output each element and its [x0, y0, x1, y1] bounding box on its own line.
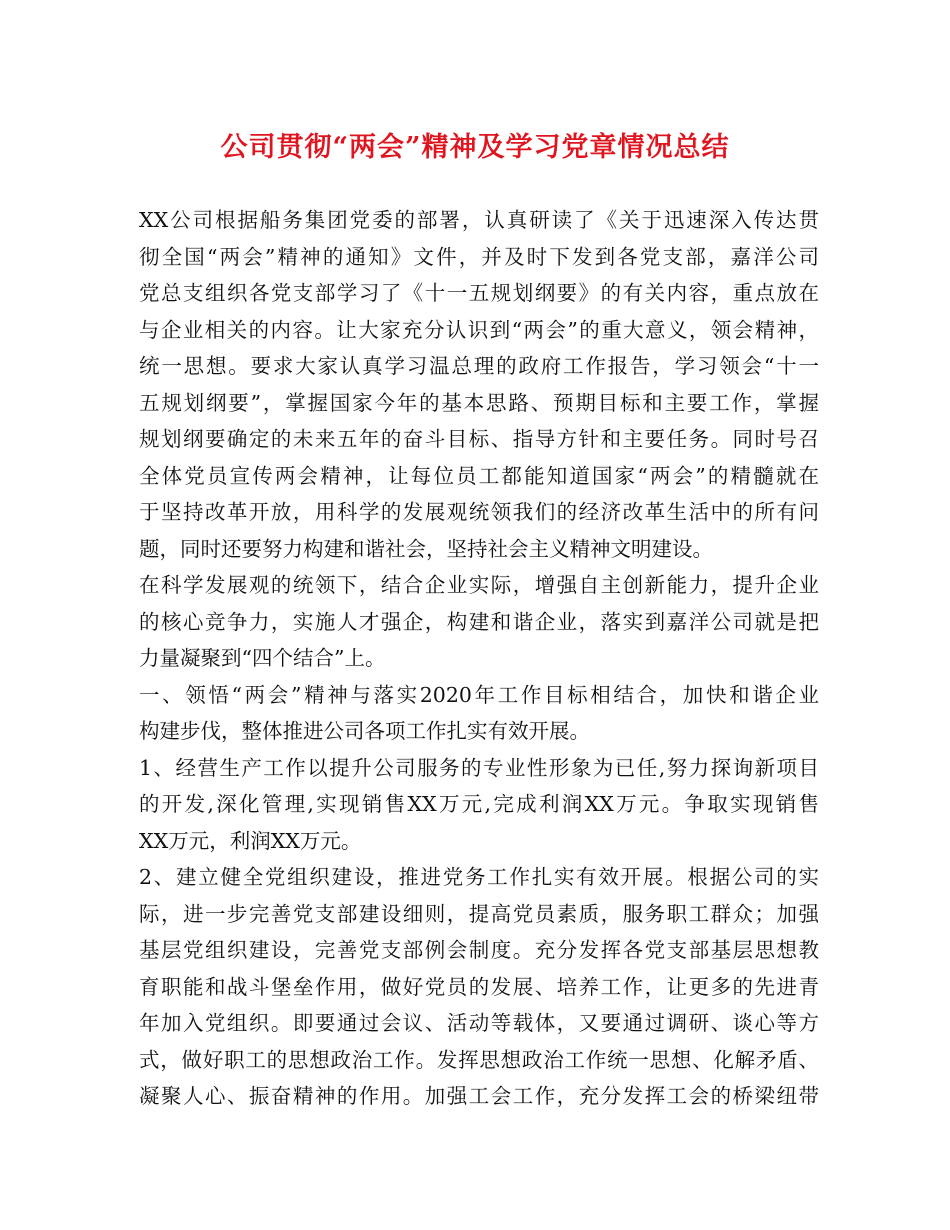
body-text-line: 于坚持改革开放，用科学的发展观统领我们的经济改革生活中的所有问	[139, 500, 819, 524]
body-text-line: XX万元，利润XX万元。	[139, 828, 362, 853]
body-text-line: 际，进一步完善党支部建设细则，提高党员素质，服务职工群众；加强	[139, 901, 819, 926]
body-text-line: 题，同时还要努力构建和谐社会，坚持社会主义精神文明建设。	[139, 536, 713, 561]
body-text-line: 1、经营生产工作以提升公司服务的专业性形象为已任,努力探询新项目	[139, 755, 819, 780]
body-text-line: 的核心竞争力，实施人才强企，构建和谐企业，落实到嘉洋公司就是把	[139, 609, 819, 634]
body-text-line: 2、建立健全党组织建设，推进党务工作扎实有效开展。根据公司的实	[139, 865, 819, 889]
body-text-line: 党总支组织各党支部学习了《十一五规划纲要》的有关内容，重点放在	[139, 281, 819, 305]
body-text-line: 在科学发展观的统领下，结合企业实际，增强自主创新能力，提升企业	[139, 573, 819, 597]
body-text-line: 构建步伐，整体推进公司各项工作扎实有效开展。	[139, 719, 590, 743]
body-text-line: XX公司根据船务集团党委的部署，认真研读了《关于迅速深入传达贯	[139, 208, 819, 232]
body-text-line: 年加入党组织。即要通过会议、活动等载体，又要通过调研、谈心等方	[139, 1011, 819, 1035]
body-text-line: 基层党组织建设，完善党支部例会制度。充分发挥各党支部基层思想教	[139, 938, 819, 962]
document-title: 公司贯彻“两会”精神及学习党章情况总结	[220, 132, 730, 163]
body-text-line: 与企业相关的内容。让大家充分认识到“两会”的重大意义，领会精神，	[139, 317, 819, 342]
body-text-line: 一、领悟“两会”精神与落实2020年工作目标相结合，加快和谐企业	[139, 682, 819, 707]
body-text-line: 全体党员宣传两会精神，让每位员工都能知道国家“两会”的精髓就在	[139, 463, 819, 488]
body-text-line: 规划纲要确定的未来五年的奋斗目标、指导方针和主要任务。同时号召	[139, 427, 819, 451]
body-text-line: 凝聚人心、振奋精神的作用。加强工会工作，充分发挥工会的桥梁纽带	[139, 1084, 819, 1108]
body-text-line: 的开发,深化管理,实现销售XX万元,完成利润XX万元。争取实现销售	[139, 792, 819, 816]
document-body	[139, 202, 819, 1115]
body-text-line: 五规划纲要”，掌握国家今年的基本思路、预期目标和主要工作，掌握	[139, 390, 819, 415]
body-text-line: 彻全国“两会”精神的通知》文件，并及时下发到各党支部，嘉洋公司	[139, 244, 819, 269]
body-text-line: 力量凝聚到“四个结合”上。	[139, 646, 386, 670]
body-text-line: 育职能和战斗堡垒作用，做好党员的发展、培养工作，让更多的先进青	[139, 974, 819, 999]
body-text-line: 式，做好职工的思想政治工作。发挥思想政治工作统一思想、化解矛盾、	[139, 1047, 819, 1072]
body-text-line: 统一思想。要求大家认真学习温总理的政府工作报告，学习领会“十一	[139, 354, 819, 378]
